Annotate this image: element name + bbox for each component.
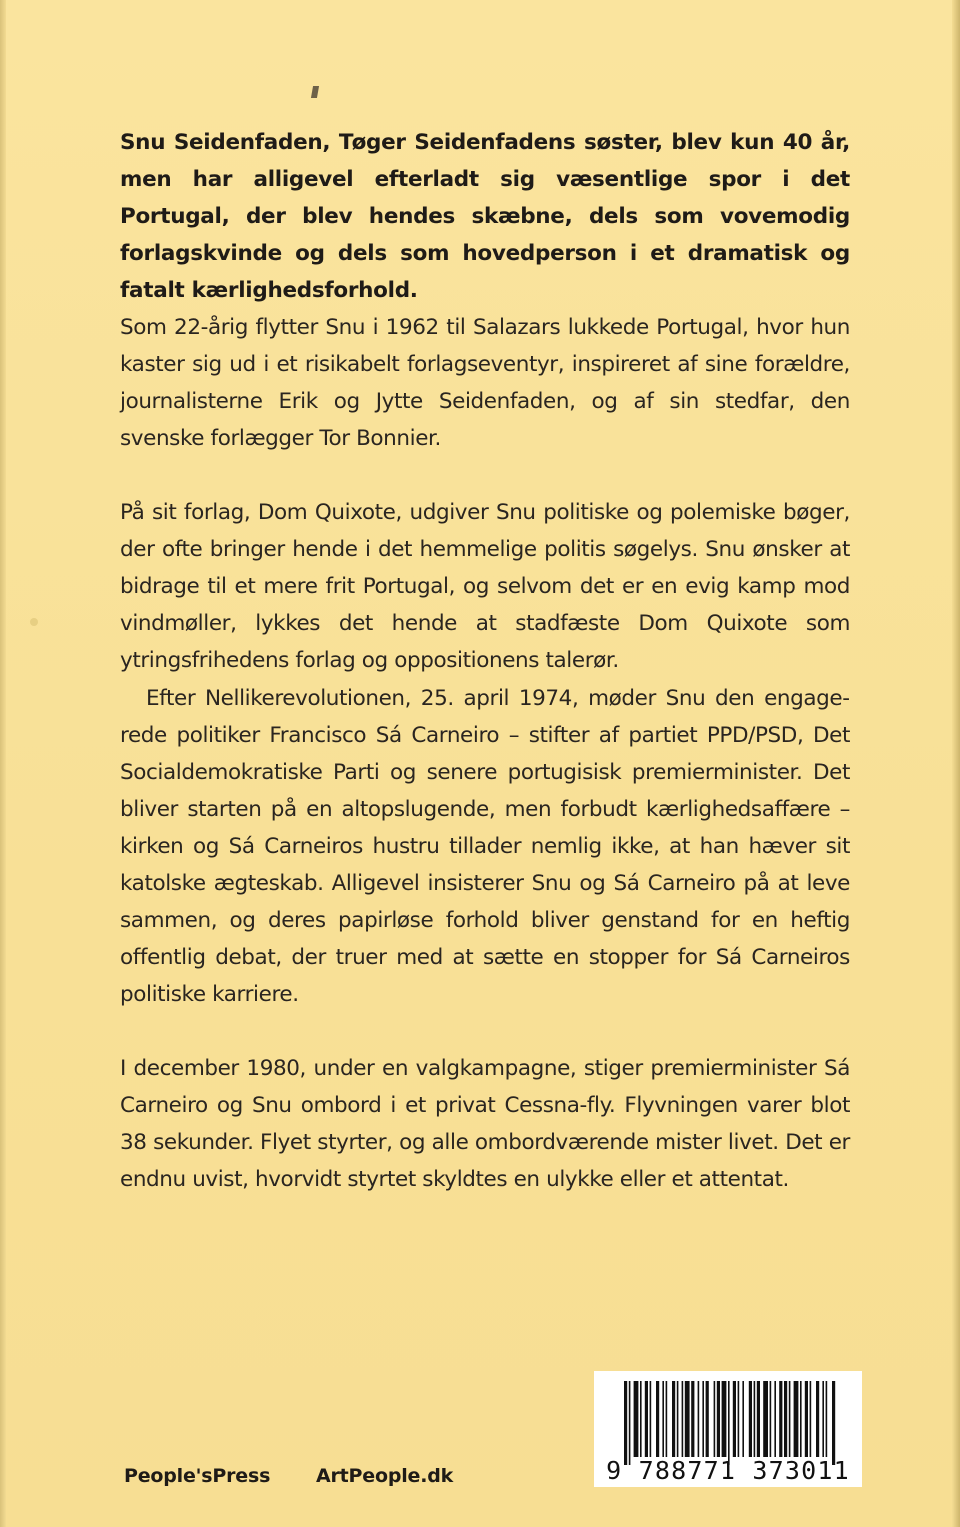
barcode-bar bbox=[629, 1381, 631, 1465]
barcode-bar bbox=[728, 1381, 730, 1465]
barcode-bar bbox=[832, 1381, 835, 1465]
barcode-bar bbox=[733, 1381, 736, 1457]
barcode-bar bbox=[656, 1381, 659, 1457]
barcode-bar bbox=[742, 1381, 744, 1457]
barcode-bar bbox=[754, 1381, 756, 1457]
barcode-bar bbox=[805, 1381, 808, 1457]
body-paragraph: På sit forlag, Dom Quixote, udgiver Snu politiske og polemiske bøger, der ofte bringer hende i det hemmelige politis søgelys. Snu ønsker at bidrage til et mere frit Portugal, og selvom det er en evig kamp mod vindmøller, lykkes det hende at stadfæste Dom Quixote som ytringsfrihedens forlag og oppositionens talerør. bbox=[120, 500, 850, 673]
barcode-bar bbox=[810, 1381, 812, 1457]
intro-paragraph: Snu Seidenfaden, Tøger Seidenfadens søster, blev kun 40 år, men har alligevel efterladt sig væsentlige spor i det Portugal, der blev hendes skæbne, dels som vovemodig forlagskvinde og dels som hovedperson i et dramatisk og fatalt kærlighedsforhold. bbox=[120, 130, 850, 303]
barcode-bar bbox=[662, 1381, 664, 1457]
barcode-bar bbox=[779, 1381, 782, 1457]
barcode-bar bbox=[685, 1381, 690, 1457]
cover-left-edge bbox=[0, 0, 6, 1527]
barcode-bar bbox=[722, 1381, 727, 1457]
barcode-bar bbox=[645, 1381, 648, 1457]
barcode-bar bbox=[826, 1381, 828, 1457]
barcode-bar bbox=[714, 1381, 716, 1457]
isbn-barcode bbox=[594, 1371, 862, 1487]
barcode-bar bbox=[770, 1381, 772, 1457]
barcode-bar bbox=[800, 1381, 802, 1457]
publisher-logo-peoplespress: People'sPress bbox=[124, 1465, 271, 1487]
barcode-bar bbox=[816, 1381, 819, 1457]
barcode-bar bbox=[774, 1381, 776, 1457]
barcode-bar bbox=[650, 1381, 652, 1457]
body-paragraph: Som 22-årig flytter Snu i 1962 til Salazars lukkede Portugal, hvor hun kaster sig ud i et risikabelt forlagseventyr, inspireret af sine forældre, journalisterne Erik og Jytte Seidenfaden, og af sin stedfar, den svenske forlægger Tor Bonnier. bbox=[120, 315, 850, 451]
barcode-bar bbox=[666, 1381, 668, 1457]
barcode-bar bbox=[763, 1381, 768, 1457]
barcode-bar bbox=[634, 1381, 639, 1457]
barcode-bar bbox=[640, 1381, 642, 1457]
cover-right-edge bbox=[952, 0, 960, 1527]
publisher-logo-artpeople: ArtPeople.dk bbox=[316, 1465, 454, 1487]
barcode-bar bbox=[757, 1381, 760, 1457]
barcode-bar bbox=[794, 1381, 799, 1457]
barcode-bar bbox=[698, 1381, 700, 1457]
barcode-bar bbox=[691, 1381, 694, 1457]
barcode-bar bbox=[682, 1381, 684, 1457]
barcode-bar bbox=[822, 1381, 824, 1457]
barcode-bar bbox=[738, 1381, 740, 1457]
barcode-bar bbox=[672, 1381, 675, 1457]
barcode-bar bbox=[789, 1381, 791, 1457]
barcode-bar bbox=[717, 1381, 720, 1457]
barcode-bar bbox=[624, 1381, 627, 1465]
barcode-bar bbox=[677, 1381, 679, 1457]
isbn-number: 9 788771 373011 bbox=[606, 1456, 850, 1485]
barcode-bar bbox=[706, 1381, 709, 1457]
barcode-bar bbox=[784, 1381, 787, 1457]
barcode-bar bbox=[749, 1381, 752, 1457]
barcode-bar bbox=[702, 1381, 704, 1457]
body-paragraph: Efter Nellikerevolutionen, 25. april 1974, møder Snu den engagerede politiker Francisco Sá Carneiro – stifter af partiet PPD/PSD, Det Socialdemokratiske Parti og senere portugisisk premierminister. Det bliver starten på en altopslugende, men forbudt kærlighedsaffære – kirken og Sá Carneiros hustru tillader nemlig ikke, at han hæver sit katolske ægteskab. Alligevel insisterer Snu og Sá Carneiro på at leve sammen, og deres papirløse forhold bliver genstand for en heftig offentlig debat, der truer med at sætte en stopper for Sá Carneiros politiske karriere. bbox=[120, 686, 850, 1007]
body-paragraph: I december 1980, under en valgkampagne, stiger premierminister Sá Carneiro og Snu ombord i et privat Cessna-fly. Flyvningen varer blot 38 sekunder. Flyet styrter, og alle ombordværende mister livet. Det er endnu uvist, hvorvidt styrtet skyldtes en ulykke eller et attentat. bbox=[120, 1056, 850, 1192]
paper-speck bbox=[30, 618, 38, 626]
